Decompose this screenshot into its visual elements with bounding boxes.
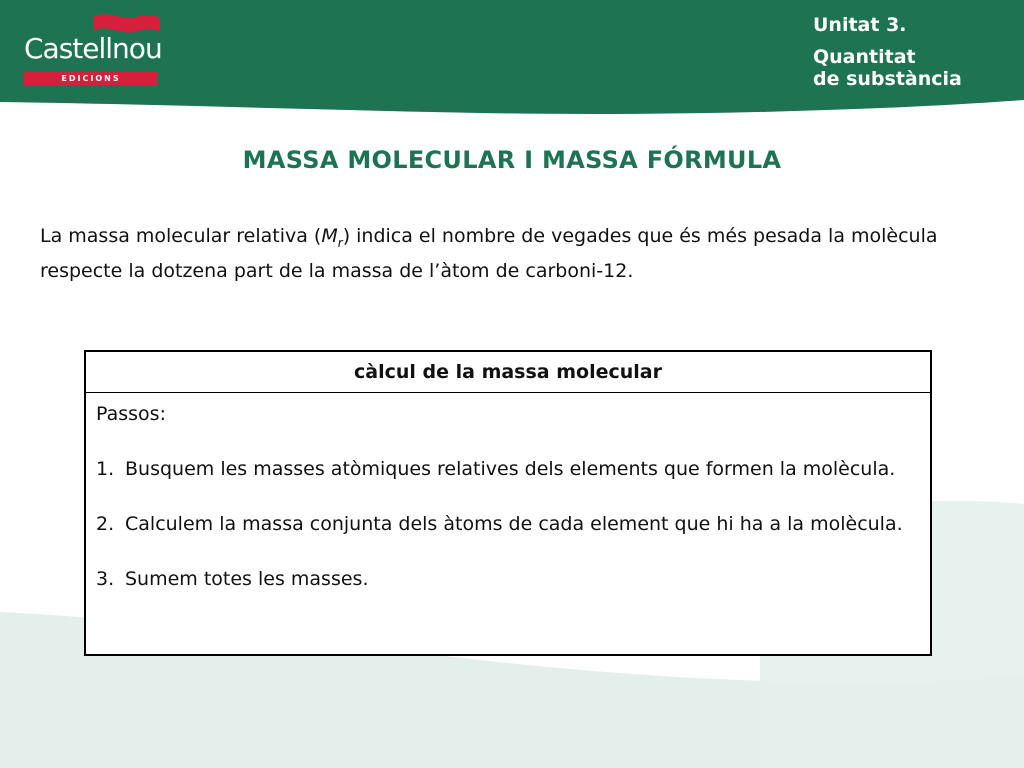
step-text: Sumem totes les masses. [125,568,369,590]
intro-symbol: M [321,225,338,247]
unit-title-line2: de substància [813,68,962,90]
unit-number: Unitat 3. [813,14,907,36]
box-heading: càlcul de la massa molecular [86,352,930,393]
calculation-box [84,350,932,656]
page-title: MASSA MOLECULAR I MASSA FÓRMULA [242,146,782,174]
step-item [96,511,920,538]
steps-label: Passos: [96,403,166,425]
step-text: Busquem les masses atòmiques relatives dels elements que formen la molècula. [125,458,896,480]
intro-paragraph [40,222,990,285]
unit-title-line1: Quantitat [813,46,916,68]
brand-name: Castellnou [24,32,162,65]
step-number: 1. [96,458,115,480]
intro-text-before: La massa molecular relativa ( [40,225,322,247]
publisher-logo [22,8,162,83]
step-text: Calculem la massa conjunta dels àtoms de cada element que hi ha a la molècula. [125,513,903,535]
box-body [86,393,930,593]
unit-label [813,14,962,90]
step-number: 3. [96,568,115,590]
intro-text-after: ) indica el nombre de vegades que és més pesada la molècula respecte la dotzena part de la massa de l’àtom de carboni-12. [40,225,938,282]
intro-subscript: r [337,235,343,250]
step-number: 2. [96,513,115,535]
step-item [96,566,920,593]
step-item [96,456,920,483]
brand-subtitle: EDICIONS [24,72,158,85]
